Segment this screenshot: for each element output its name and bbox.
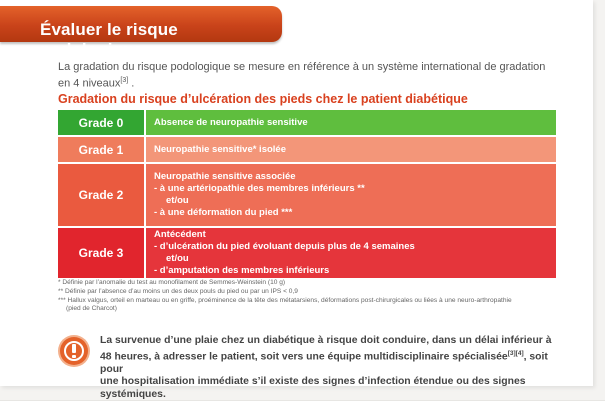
grade-line: - à une déformation du pied *** — [154, 207, 293, 218]
warning-icon — [60, 337, 88, 365]
grade-description — [146, 137, 556, 162]
grade-row-2 — [58, 164, 556, 226]
grade-line: - d’amputation des membres inférieurs — [154, 265, 330, 276]
grade-label: Grade 0 — [58, 110, 144, 135]
grade-line: - à une artériopathie des membres inférieurs ** — [154, 183, 365, 194]
grade-line: Antécédent — [154, 229, 206, 240]
footnote: ** Définie par l’absence d’au moins un des deux pouls du pied ou par un IPS < 0,9 — [58, 287, 298, 295]
grade-label: Grade 1 — [58, 137, 144, 162]
warning-reference: [3][4] — [507, 349, 524, 357]
table-title: Gradation du risque d’ulcération des pieds chez le patient diabétique — [58, 92, 468, 106]
grade-line: Neuropathie sensitive* isolée — [154, 143, 286, 155]
intro-end: . — [128, 77, 135, 90]
section-header-band — [0, 6, 282, 59]
grade-row-0 — [58, 110, 556, 135]
intro-paragraph — [58, 61, 558, 91]
grade-line: Absence de neuropathie sensitive — [154, 116, 308, 128]
grade-line: et/ou — [166, 195, 189, 206]
section-title: Évaluer le risque podologique — [40, 20, 178, 59]
footnotes — [58, 279, 558, 314]
intro-text: La gradation du risque podologique se mesure en référence à un système international de gradation en 4 niveaux — [58, 61, 546, 90]
grade-label: Grade 2 — [58, 164, 144, 226]
warning-line-1: La survenue d’une plaie chez un diabétique à risque doit conduire, dans un délai inférieur à — [100, 335, 552, 346]
grade-line: Neuropathie sensitive associée — [154, 171, 296, 182]
grade-description — [146, 228, 556, 278]
warning-box — [58, 333, 558, 400]
footnote: *** Hallux valgus, orteil en marteau ou en griffe, proéminence de la tête des métatarsiens, déformations post-chirurgicales ou liées à une neuro-arthropathie — [58, 296, 512, 304]
grade-line: - d’ulcération du pied évoluant depuis plus de 4 semaines — [154, 241, 415, 252]
grade-label: Grade 3 — [58, 228, 144, 278]
intro-reference: [3] — [120, 77, 129, 84]
warning-text — [100, 335, 560, 401]
grade-row-1 — [58, 137, 556, 162]
warning-line-3: une hospitalisation immédiate s’il existe des signes d’infection étendue ou des signes systémiques. — [100, 376, 526, 400]
footnote: (pied de Charcot) — [66, 305, 117, 313]
grade-table — [58, 110, 556, 280]
grade-description — [146, 110, 556, 135]
grade-description — [146, 164, 556, 226]
warning-line-2: 48 heures, à adresser le patient, soit vers une équipe multidisciplinaire spécialisée — [100, 351, 508, 363]
grade-line: et/ou — [166, 253, 189, 264]
warning-line-2-end: , soit pour — [100, 351, 548, 375]
footnote: * Définie par l’anomalie du test au monofilament de Semmes-Weinstein (10 g) — [58, 279, 286, 286]
grade-row-3 — [58, 228, 556, 278]
